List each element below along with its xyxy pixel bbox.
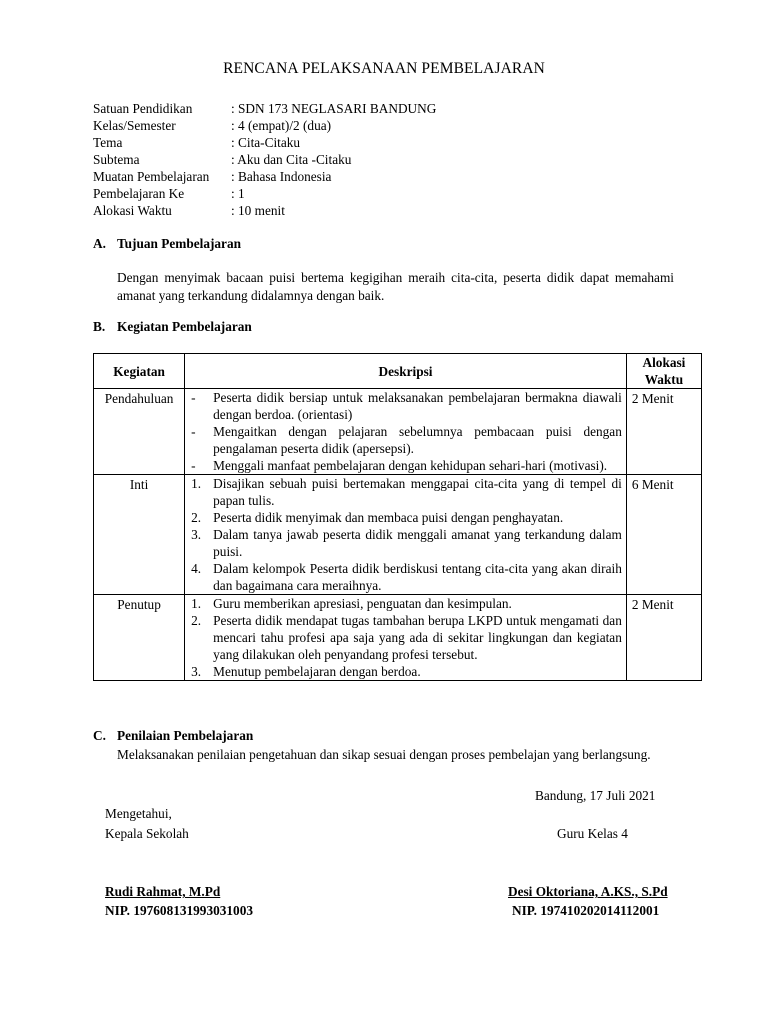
list-marker: -	[191, 458, 196, 473]
place-date: Bandung, 17 Juli 2021	[535, 788, 656, 803]
identity-row	[93, 202, 436, 219]
list-text: Menggali manfaat pembelajaran dengan kehidupan sehari-hari (motivasi).	[213, 458, 608, 473]
list-marker: 4.	[191, 561, 202, 576]
list-item	[191, 595, 622, 612]
identity-value: : Cita-Citaku	[231, 135, 301, 150]
row-alokasi: 2 Menit	[626, 595, 701, 681]
section-b-heading	[93, 319, 252, 335]
identity-row	[93, 134, 436, 151]
section-a-paragraph: Dengan menyimak bacaan puisi bertema kegigihan meraih cita-cita, peserta didik dapat memahami amanat yang terkandung didalamnya dengan baik.	[117, 270, 674, 303]
document-title: RENCANA PELAKSANAAN PEMBELAJARAN	[223, 60, 545, 77]
identity-row	[93, 100, 436, 117]
list-text: Peserta didik menyimak dan membaca puisi dengan penghayatan.	[213, 510, 564, 525]
identity-row	[93, 168, 436, 185]
list-marker: 3.	[191, 527, 202, 542]
row-kegiatan: Inti	[94, 475, 185, 595]
identity-label: Alokasi Waktu	[93, 203, 172, 218]
identity-label: Pembelajaran Ke	[93, 186, 185, 201]
list-text: Disajikan sebuah puisi bertemakan menggapai cita-cita yang di tempel di papan tulis.	[213, 476, 622, 508]
row-deskripsi	[185, 475, 627, 595]
list-marker: 3.	[191, 664, 202, 679]
teacher-nip: NIP. 197410202014112001	[512, 903, 660, 918]
identity-label: Tema	[93, 135, 123, 150]
section-b-letter: B.	[93, 319, 106, 334]
identity-row	[93, 151, 436, 168]
row-alokasi: 6 Menit	[626, 475, 701, 595]
list-item	[191, 526, 622, 560]
identity-value: : Bahasa Indonesia	[231, 169, 332, 184]
identity-value: : 1	[231, 186, 245, 201]
identity-label: Muatan Pembelajaran	[93, 169, 210, 184]
list-item	[191, 423, 622, 457]
list-marker: -	[191, 424, 196, 439]
row-alokasi: 2 Menit	[626, 389, 701, 475]
row-deskripsi	[185, 595, 627, 681]
list-text: Menutup pembelajaran dengan berdoa.	[213, 664, 421, 679]
table-row	[94, 389, 702, 475]
table-row	[94, 595, 702, 681]
list-text: Mengaitkan dengan pelajaran sebelumnya pembacaan puisi dengan pengalaman peserta didik (apersepsi).	[213, 424, 622, 456]
list-text: Dalam kelompok Peserta didik berdiskusi tentang cita-cita yang akan diraih dan bagaimana cara meraihnya.	[213, 561, 622, 593]
list-marker: -	[191, 390, 196, 405]
list-marker: 1.	[191, 476, 202, 491]
list-marker: 1.	[191, 596, 202, 611]
section-a-title: Tujuan Pembelajaran	[117, 236, 241, 251]
identity-value: : 4 (empat)/2 (dua)	[231, 118, 332, 133]
section-c-paragraph: Melaksanakan penilaian pengetahuan dan sikap sesuai dengan proses pembelajan yang berlangsung.	[117, 747, 651, 762]
section-a-letter: A.	[93, 236, 106, 251]
list-item	[191, 389, 622, 423]
row-kegiatan: Pendahuluan	[94, 389, 185, 475]
teacher-name: Desi Oktoriana, A.KS., S.Pd	[508, 884, 668, 899]
identity-value: : Aku dan Cita -Citaku	[231, 152, 352, 167]
identity-row	[93, 117, 436, 134]
row-deskripsi	[185, 389, 627, 475]
header-alokasi: Alokasi Waktu	[626, 354, 701, 389]
identity-value: : SDN 173 NEGLASARI BANDUNG	[231, 101, 437, 116]
activities-table	[93, 353, 702, 681]
list-item	[191, 612, 622, 663]
list-text: Guru memberikan apresiasi, penguatan dan kesimpulan.	[213, 596, 512, 611]
section-c-letter: C.	[93, 728, 106, 743]
section-c-title: Penilaian Pembelajaran	[117, 728, 254, 743]
principal-name: Rudi Rahmat, M.Pd	[105, 884, 221, 899]
teacher-role: Guru Kelas 4	[557, 826, 628, 841]
list-text: Peserta didik bersiap untuk melaksanakan pembelajaran bermakna diawali dengan berdoa. (orientasi)	[213, 390, 622, 422]
section-c-heading	[93, 728, 253, 744]
list-item	[191, 509, 622, 526]
mengetahui-label: Mengetahui,	[105, 806, 172, 821]
header-deskripsi: Deskripsi	[185, 354, 627, 389]
identity-label: Kelas/Semester	[93, 118, 176, 133]
list-item	[191, 457, 622, 474]
identity-label: Satuan Pendidikan	[93, 101, 193, 116]
section-a-heading	[93, 236, 241, 252]
identity-block	[93, 100, 436, 219]
list-text: Peserta didik mendapat tugas tambahan berupa LKPD untuk mengamati dan mencari tahu profesi apa saja yang ada di sekitar lingkungan dan kegiatan yang dilakukan oleh penyandang profesi tersebut.	[213, 613, 622, 662]
list-text: Dalam tanya jawab peserta didik menggali amanat yang terkandung dalam puisi.	[213, 527, 622, 559]
list-marker: 2.	[191, 510, 202, 525]
section-b-title: Kegiatan Pembelajaran	[117, 319, 252, 334]
row-kegiatan: Penutup	[94, 595, 185, 681]
list-marker: 2.	[191, 613, 202, 628]
principal-nip: NIP. 197608131993031003	[105, 903, 253, 918]
identity-label: Subtema	[93, 152, 140, 167]
list-item	[191, 663, 622, 680]
list-item	[191, 475, 622, 509]
table-row	[94, 475, 702, 595]
header-kegiatan: Kegiatan	[94, 354, 185, 389]
identity-value: : 10 menit	[231, 203, 285, 218]
list-item	[191, 560, 622, 594]
table-header-row	[94, 354, 702, 389]
principal-role: Kepala Sekolah	[105, 826, 189, 841]
identity-row	[93, 185, 436, 202]
